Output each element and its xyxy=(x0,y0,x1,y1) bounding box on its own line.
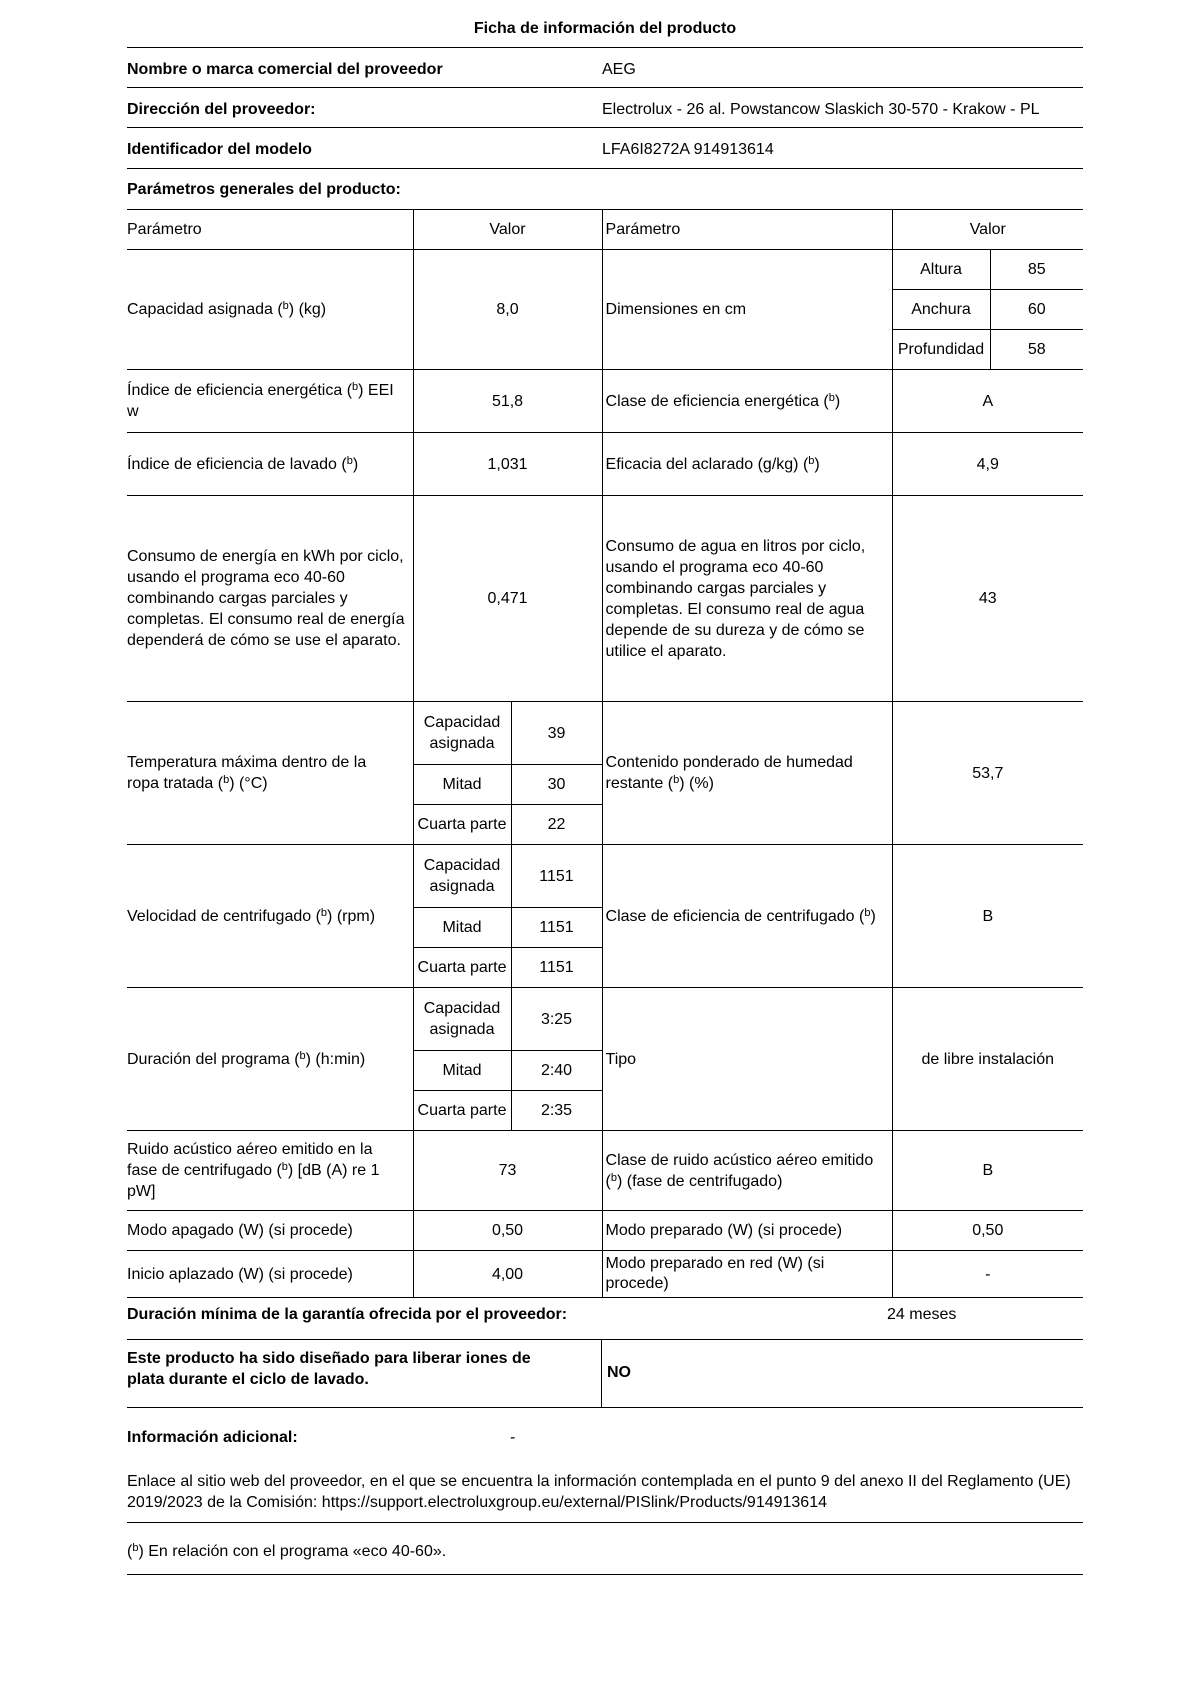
spin-half-value: 1151 xyxy=(511,908,602,948)
depth-value: 58 xyxy=(990,330,1083,370)
wash-efficiency-value: 1,031 xyxy=(413,433,602,496)
delay-start-label: Inicio aplazado (W) (si procede) xyxy=(127,1251,413,1298)
model-row xyxy=(127,139,1083,160)
temp-half-value: 30 xyxy=(511,765,602,805)
header-parameter: Parámetro xyxy=(602,210,892,250)
wash-efficiency-label: Índice de eficiencia de lavado ($^b$) xyxy=(127,433,413,496)
sub-half-label: Mitad xyxy=(413,1051,511,1091)
sub-half-label: Mitad xyxy=(413,908,511,948)
moisture-value: 53,7 xyxy=(892,702,1083,845)
parameters-table xyxy=(127,209,1083,1298)
general-params-label: Parámetros generales del producto: xyxy=(127,180,401,198)
model-label: Identificador del modelo xyxy=(127,140,312,158)
table-row xyxy=(127,1131,1083,1211)
energy-class-label: Clase de eficiencia energética ($^b$) xyxy=(602,370,892,433)
table-row xyxy=(127,1211,1083,1251)
divider xyxy=(127,127,1083,128)
supplier-name-value: AEG xyxy=(602,60,636,78)
off-mode-label: Modo apagado (W) (si procede) xyxy=(127,1211,413,1251)
supplier-address-label: Dirección del proveedor: xyxy=(127,100,316,118)
off-mode-value: 0,50 xyxy=(413,1211,602,1251)
noise-label: Ruido acústico aéreo emitido en la fase de centrifugado ($^b$) [dB (A) re 1 pW] xyxy=(127,1131,413,1211)
divider xyxy=(127,87,1083,88)
sub-rated-label: Capacidad asignada xyxy=(413,988,511,1051)
rinse-value: 4,9 xyxy=(892,433,1083,496)
spin-rated-value: 1151 xyxy=(511,845,602,908)
width-label: Anchura xyxy=(892,290,990,330)
sub-quarter-label: Cuarta parte xyxy=(413,1091,511,1131)
silver-ions-value: NO xyxy=(607,1364,631,1381)
moisture-label: Contenido ponderado de humedad restante ($^b$) (%) xyxy=(602,702,892,845)
table-row xyxy=(127,702,1083,765)
page-title: Ficha de información del producto xyxy=(473,20,737,37)
sub-quarter-label: Cuarta parte xyxy=(413,805,511,845)
divider xyxy=(601,1339,602,1407)
sub-rated-label: Capacidad asignada xyxy=(413,702,511,765)
type-label: Tipo xyxy=(602,988,892,1131)
table-header-row xyxy=(127,210,1083,250)
temperature-label: Temperatura máxima dentro de la ropa tratada ($^b$) (°C) xyxy=(127,702,413,845)
additional-info-value: - xyxy=(510,1429,516,1446)
footnote: ($^b$) En relación con el programa «eco 40-60». xyxy=(127,1542,447,1560)
dimensions-label: Dimensiones en cm xyxy=(602,250,892,370)
rinse-label: Eficacia del aclarado (g/kg) ($^b$) xyxy=(602,433,892,496)
table-row xyxy=(127,433,1083,496)
supplier-name-label: Nombre o marca comercial del proveedor xyxy=(127,60,443,78)
capacity-label: Capacidad asignada ($^b$) (kg) xyxy=(127,250,413,370)
duration-rated-value: 3:25 xyxy=(511,988,602,1051)
model-value: LFA6I8272A 914913614 xyxy=(602,140,774,158)
spin-speed-label: Velocidad de centrifugado ($^b$) (rpm) xyxy=(127,845,413,988)
header-value: Valor xyxy=(413,210,602,250)
depth-label: Profundidad xyxy=(892,330,990,370)
table-row xyxy=(127,988,1083,1051)
energy-consumption-value: 0,471 xyxy=(413,496,602,702)
divider xyxy=(127,1407,1083,1408)
silver-ions-label: Este producto ha sido diseñado para liberar iones de plata durante el ciclo de lavado. xyxy=(127,1350,531,1388)
capacity-value: 8,0 xyxy=(413,250,602,370)
noise-class-value: B xyxy=(892,1131,1083,1211)
supplier-website-text: Enlace al sitio web del proveedor, en el que se encuentra la información contemplada en el punto 9 del anexo II del Reglamento (UE) 2019/2023 de la Comisión: https://support.electroluxgroup.eu/external/PISlink/Products/914913614 xyxy=(127,1473,1071,1511)
delay-start-value: 4,00 xyxy=(413,1251,602,1298)
table-row xyxy=(127,370,1083,433)
sub-quarter-label: Cuarta parte xyxy=(413,948,511,988)
type-value: de libre instalación xyxy=(892,988,1083,1131)
standby-label: Modo preparado (W) (si procede) xyxy=(602,1211,892,1251)
header-parameter: Parámetro xyxy=(127,210,413,250)
additional-info-label: Información adicional: xyxy=(127,1429,298,1446)
duration-label: Duración del programa ($^b$) (h:min) xyxy=(127,988,413,1131)
duration-quarter-value: 2:35 xyxy=(511,1091,602,1131)
supplier-address-row xyxy=(127,99,1083,120)
table-row xyxy=(127,496,1083,702)
supplier-name-row xyxy=(127,59,1083,80)
sub-rated-label: Capacidad asignada xyxy=(413,845,511,908)
header-value: Valor xyxy=(892,210,1083,250)
table-row xyxy=(127,1251,1083,1298)
spin-class-label: Clase de eficiencia de centrifugado ($^b$) xyxy=(602,845,892,988)
network-standby-label: Modo preparado en red (W) (si procede) xyxy=(602,1251,892,1298)
noise-value: 73 xyxy=(413,1131,602,1211)
spin-quarter-value: 1151 xyxy=(511,948,602,988)
water-consumption-label: Consumo de agua en litros por ciclo, usando el programa eco 40-60 combinando cargas parciales y completas. El consumo real de agua depende de su dureza y de cómo se utilice el aparato. xyxy=(602,496,892,702)
temp-rated-value: 39 xyxy=(511,702,602,765)
duration-half-value: 2:40 xyxy=(511,1051,602,1091)
noise-class-label: Clase de ruido acústico aéreo emitido ($^b$) (fase de centrifugado) xyxy=(602,1131,892,1211)
warranty-label: Duración mínima de la garantía ofrecida por el proveedor: xyxy=(127,1306,568,1323)
divider xyxy=(127,1574,1083,1575)
height-label: Altura xyxy=(892,250,990,290)
divider xyxy=(127,168,1083,169)
eei-label: Índice de eficiencia energética ($^b$) EEI w xyxy=(127,370,413,433)
width-value: 60 xyxy=(990,290,1083,330)
temp-quarter-value: 22 xyxy=(511,805,602,845)
network-standby-value: - xyxy=(892,1251,1083,1298)
energy-class-value: A xyxy=(892,370,1083,433)
height-value: 85 xyxy=(990,250,1083,290)
spin-class-value: B xyxy=(892,845,1083,988)
sub-half-label: Mitad xyxy=(413,765,511,805)
table-row xyxy=(127,845,1083,908)
standby-value: 0,50 xyxy=(892,1211,1083,1251)
energy-consumption-label: Consumo de energía en kWh por ciclo, usando el programa eco 40-60 combinando cargas parciales y completas. El consumo real de energía dependerá de cómo se use el aparato. xyxy=(127,496,413,702)
general-params-row xyxy=(127,179,1083,200)
water-consumption-value: 43 xyxy=(892,496,1083,702)
warranty-value: 24 meses xyxy=(887,1306,957,1323)
divider xyxy=(127,1522,1083,1523)
table-row xyxy=(127,250,1083,290)
divider xyxy=(127,1339,1083,1340)
divider xyxy=(127,47,1083,48)
eei-value: 51,8 xyxy=(413,370,602,433)
supplier-address-value: Electrolux - 26 al. Powstancow Slaskich 30-570 - Krakow - PL xyxy=(602,100,1040,118)
